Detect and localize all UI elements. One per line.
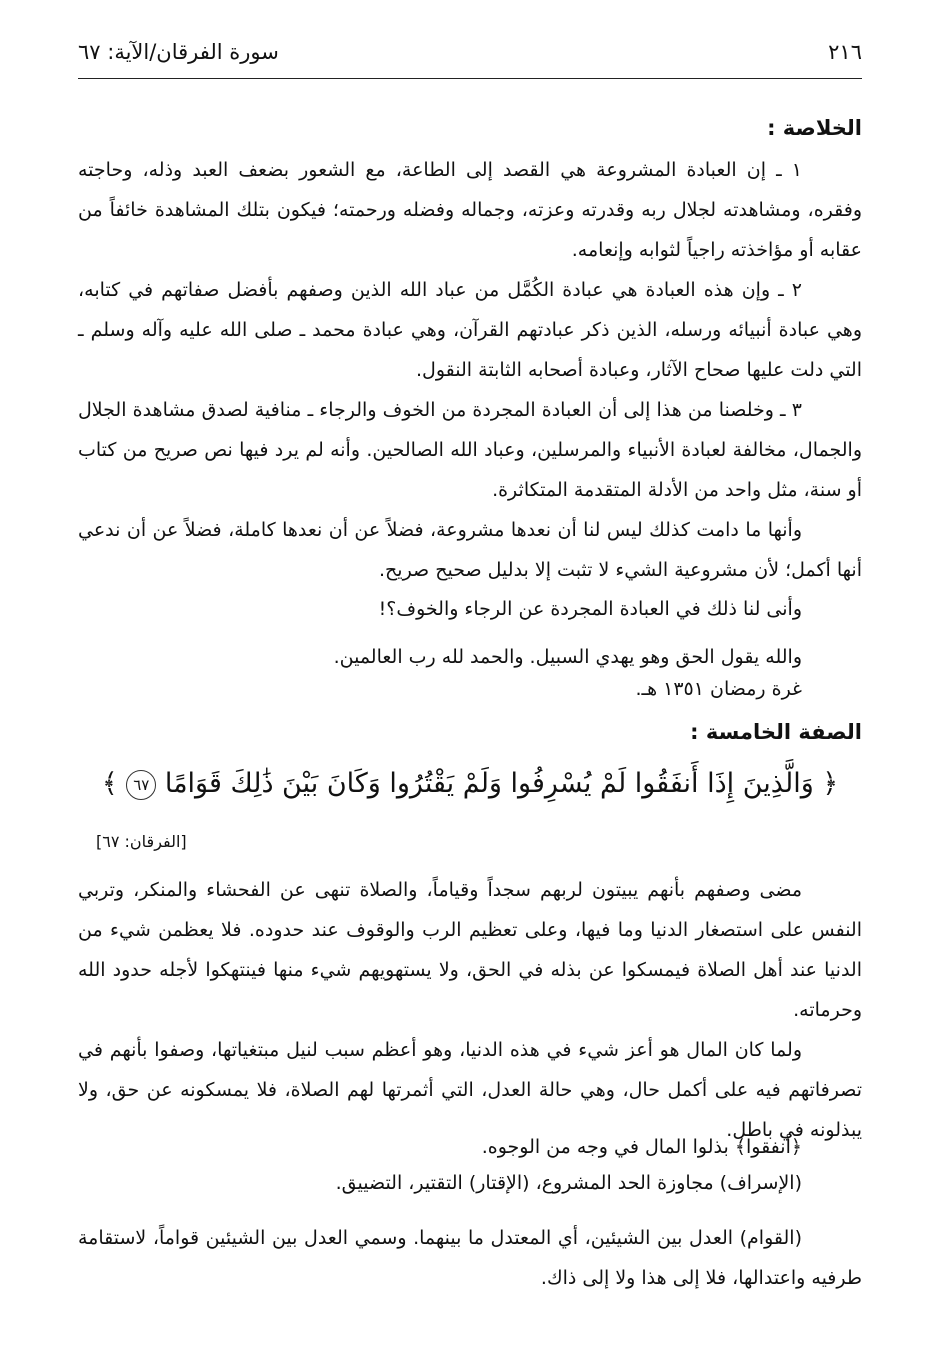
verse-reference: [الفرقان: ٦٧] xyxy=(96,832,187,851)
definition-anfaqu: ﴿أنفقوا﴾ بذلوا المال في وجه من الوجوه. xyxy=(481,1136,802,1158)
definition-qawam: (القوام) العدل بين الشيئين، أي المعتدل ما بينهما. وسمي العدل بين الشيئين قواماً، لاستقامة طرفيه واعتدالها، فلا إلى هذا ولا إلى ذاك. xyxy=(78,1227,862,1289)
page-header xyxy=(78,38,862,74)
commentary-paragraph-1: مضى وصفهم بأنهم يبيتون لربهم سجداً وقياماً، والصلاة تنهى عن الفحشاء والمنكر، وتربي النفس على استصغار الدنيا وما فيها، وعلى تعظيم الرب والوقوف عند حدوده. فلا يعظمن شيء من الدنيا عند أهل الصلاة فيمسكوا عن بذله في الحق، ولا يستهويهم شيء منها فينتهكوا لأجله حدود الله وحرماته. xyxy=(78,879,862,1021)
commentary-paragraph-2: ولما كان المال هو أعز شيء في هذه الدنيا، وهو أعظم سبب لنيل مبتغياتها، وصفوا بأنهم في تصرفاتهم فيه على أكمل حال، وهي حالة العدل، التي أثمرتها لهم الصلاة، فلا يمسكونه عن حق، ولا يبذلونه في باطل. xyxy=(78,1039,862,1141)
verse-close-bracket: ﴾ xyxy=(101,768,118,799)
summary-point-2: ٢ ـ وإن هذه العبادة هي عبادة الكُمَّل من عباد الله الذين وصفهم بأفضل صفاتهم في كتابه، وهي عبادة أنبيائه ورسله، الذين ذكر عبادتهم القرآن، وهي عبادة محمد ـ صلى الله عليه وآله وسلم ـ التي دلت عليها صحاح الآثار، وعبادة أصحابه الثابتة النقول. xyxy=(78,279,862,381)
fifth-attribute-heading: الصفة الخامسة : xyxy=(690,720,862,744)
ayah-number: ٦٧ xyxy=(126,770,156,800)
header-rule xyxy=(78,78,862,79)
closing-line: والله يقول الحق وهو يهدي السبيل. والحمد لله رب العالمين. xyxy=(333,646,802,668)
rhetorical-question: وأنى لنا ذلك في العبادة المجردة عن الرجاء والخوف؟! xyxy=(378,598,802,620)
running-title: سورة الفرقان/الآية: ٦٧ xyxy=(78,40,279,64)
summary-heading: الخلاصة : xyxy=(767,116,862,140)
page-number: ٢١٦ xyxy=(828,40,862,64)
quran-verse xyxy=(78,768,862,800)
summary-point-1: ١ ـ إن العبادة المشروعة هي القصد إلى الطاعة، مع الشعور بضعف العبد وذله، وحاجته وفقره، ومشاهدته لجلال ربه وقدرته وعزته، وجماله وفضله ورحمته؛ فيكون بتلك المشاهدة خائفاً من عقابه أو مؤاخذته راجياً لثوابه وإنعامه. xyxy=(78,159,862,261)
summary-point-3: ٣ ـ وخلصنا من هذا إلى أن العبادة المجردة من الخوف والرجاء ـ منافية لصدق مشاهدة الجلال والجمال، مخالفة لعبادة الأنبياء والمرسلين، وعباد الله الصالحين. وأنه لم يرد فيها نص صريح من كتاب أو سنة، مثل واحد من الأدلة المتقدمة المتكاثرة. xyxy=(78,399,862,501)
conclusion-paragraph: وأنها ما دامت كذلك ليس لنا أن نعدها مشروعة، فضلاً عن أن نعدها كاملة، فضلاً عن أن ندعي أنها أكمل؛ لأن مشروعية الشيء لا تثبت إلا بدليل صحيح صريح. xyxy=(78,519,862,581)
verse-text: ﴿ وَالَّذِينَ إِذَا أَنفَقُوا لَمْ يُسْرِفُوا وَلَمْ يَقْتُرُوا وَكَانَ بَيْنَ ذَٰلِكَ قَوَامًا xyxy=(164,768,839,799)
definition-israf: (الإسراف) مجاوزة الحد المشروع، (الإقتار) التقتير، التضييق. xyxy=(335,1172,802,1194)
date-line: غرة رمضان ١٣٥١ هـ. xyxy=(635,678,802,700)
